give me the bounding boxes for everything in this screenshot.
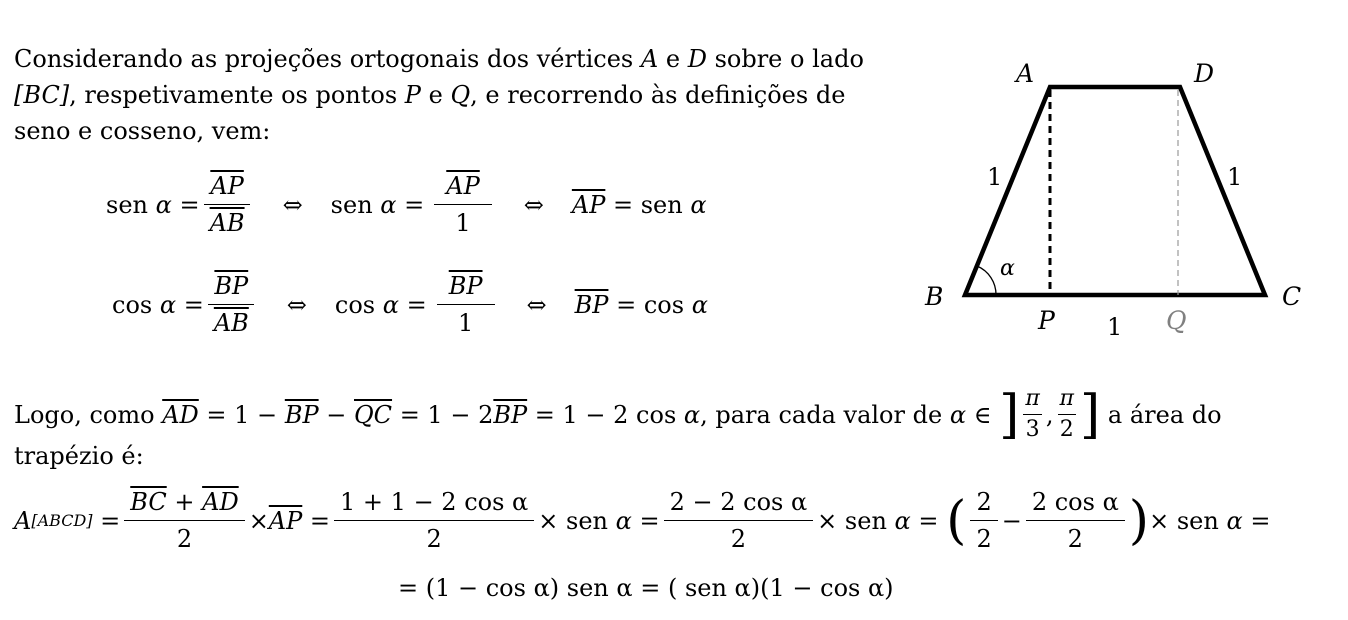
denominator: 1: [457, 309, 474, 337]
logo-line-2: [14, 438, 144, 474]
area-formula-line-2: [398, 574, 894, 602]
label-p: P: [1038, 306, 1055, 335]
iff: ⇔: [523, 190, 544, 219]
equals: =: [309, 506, 331, 535]
minus: −: [326, 400, 347, 429]
plus: +: [174, 488, 195, 516]
label-b: B: [925, 282, 944, 311]
fraction: [664, 488, 814, 553]
numerator: π: [1058, 388, 1076, 415]
iff: ⇔: [526, 290, 547, 319]
numerator: $\overline{BP}$: [437, 272, 495, 305]
iff: ⇔: [282, 190, 303, 219]
element-of: ∈: [973, 400, 992, 429]
numerator: $\overline{AP}$: [434, 172, 491, 205]
intro-paragraph: [14, 41, 894, 149]
fraction-pi-2: [1058, 388, 1076, 441]
fraction: [434, 172, 491, 237]
numerator: 2: [970, 488, 997, 521]
denominator: 2: [976, 525, 992, 553]
trapezoid-figure: [910, 50, 1320, 350]
label-alpha: α: [1000, 256, 1015, 281]
label-dc-length: 1: [1227, 163, 1243, 191]
numerator: 1 + 1 − 2 cos α: [334, 488, 534, 521]
times: ×: [817, 506, 838, 535]
iff: ⇔: [286, 290, 307, 319]
point-p: P: [404, 81, 421, 109]
fn-cos: cos: [334, 290, 376, 319]
numerator: 2 − 2 cos α: [664, 488, 814, 521]
times: ×: [248, 506, 269, 535]
equals: =: [616, 290, 637, 319]
alpha: α: [690, 190, 707, 219]
equals: =: [1250, 506, 1271, 535]
intro-text: sobre o lado: [714, 45, 864, 73]
fraction: [970, 488, 997, 553]
segment-bc: $\overline{BC}$: [130, 488, 167, 516]
logo-text: , para cada valor de: [700, 400, 943, 429]
segment-ad: $\overline{AD}$: [162, 400, 199, 429]
expr: = 1 − 2 cos: [534, 400, 677, 429]
times: ×: [538, 506, 559, 535]
left-paren: (: [946, 490, 967, 551]
angle-arc: [977, 266, 996, 295]
result-lhs: $\overline{AP}$: [571, 190, 606, 219]
result-lhs: $\overline{BP}$: [574, 290, 609, 319]
segment-bp: $\overline{BP}$: [493, 400, 528, 429]
segment-ap: $\overline{AP}$: [268, 506, 303, 535]
denominator: 3: [1025, 417, 1040, 442]
label-c: C: [1282, 282, 1302, 311]
numerator: $\overline{AP}$: [204, 172, 249, 205]
alpha: α: [691, 290, 708, 319]
area-subscript: [ABCD]: [31, 511, 93, 530]
times: ×: [1149, 506, 1170, 535]
segment-bp: $\overline{BP}$: [284, 400, 319, 429]
segment-bc: [BC]: [14, 81, 70, 109]
numerator: π: [1023, 388, 1041, 415]
label-ab-length: 1: [987, 163, 1003, 191]
intro-text: , e recorrendo às definições de: [470, 81, 846, 109]
denominator: AB: [213, 309, 249, 337]
equals: =: [179, 190, 200, 219]
logo-line: Logo, como $\overline{AD}$ = 1 − $\overline{BP}$ − $\overline{QC}$ = 1 − 2 $\overline{BP}$ = 1 − 2 cos α , para cada valor de α ∈ ] $\frac{\pi}{3}$ , $\frac{\pi}{2}$ ] a área do: [14, 384, 1222, 445]
alpha: α: [159, 290, 177, 319]
logo-text: trapézio é:: [14, 442, 144, 470]
right-paren: ): [1128, 490, 1150, 551]
alpha: α: [683, 400, 701, 429]
vertex-d: D: [687, 45, 707, 73]
denominator: 2: [1059, 417, 1074, 442]
logo-text: a área do: [1107, 400, 1222, 429]
fn-cos: cos: [112, 290, 153, 319]
fraction-pi-3: [1023, 388, 1041, 441]
equals: =: [100, 506, 121, 535]
equals: =: [406, 290, 427, 319]
fraction: [1026, 488, 1125, 553]
fraction: [334, 488, 534, 553]
area-symbol: A: [14, 506, 32, 535]
label-d: D: [1194, 59, 1215, 88]
alpha: α: [615, 506, 632, 535]
fraction: [124, 488, 244, 553]
vertex-a: A: [640, 45, 659, 73]
alpha: α: [1226, 506, 1243, 535]
segment-qc: $\overline{QC}$: [354, 400, 393, 429]
equals: =: [183, 290, 204, 319]
expr: = 1 − 2: [399, 400, 494, 429]
logo-text: Logo, como: [14, 400, 155, 429]
point-q: Q: [450, 81, 471, 109]
segment-ad: $\overline{AD}$: [202, 488, 239, 516]
equals: =: [404, 190, 425, 219]
numerator: [124, 488, 244, 521]
fn-sen: sen: [566, 506, 608, 535]
expr: = 1 −: [206, 400, 278, 429]
conj: e: [428, 81, 443, 109]
intro-text: seno e cosseno, vem:: [14, 117, 271, 145]
alpha: α: [380, 190, 397, 219]
numerator: $\overline{BP}$: [208, 272, 254, 305]
alpha: α: [949, 400, 967, 429]
sine-equation: [106, 172, 707, 237]
minus: −: [1001, 506, 1022, 535]
numerator: 2 cos α: [1026, 488, 1125, 521]
close-bracket: ]: [1079, 384, 1101, 445]
fn-sen: sen: [106, 190, 148, 219]
alpha: α: [382, 290, 399, 319]
denominator: AB: [209, 209, 245, 237]
fn-sen: sen: [1176, 506, 1219, 535]
denominator: 2: [730, 525, 747, 553]
denominator: 1: [455, 209, 471, 237]
cosine-equation: [112, 272, 708, 337]
fn-cos: cos: [643, 290, 685, 319]
equals: =: [918, 506, 939, 535]
intro-text: , respetivamente os pontos: [69, 81, 398, 109]
label-pq-length: 1: [1107, 313, 1123, 341]
intro-text: Considerando as projeções ortogonais dos vértices: [14, 45, 634, 73]
fraction: [437, 272, 495, 337]
alpha: α: [155, 190, 172, 219]
open-bracket: ]: [999, 384, 1020, 445]
area-formula: [14, 488, 1270, 553]
area-result: = (1 − cos α) sen α = ( sen α)(1 − cos α): [398, 574, 894, 602]
equals: =: [639, 506, 660, 535]
fraction: [208, 272, 255, 337]
fn-sen: sen: [844, 506, 887, 535]
equals: =: [612, 190, 634, 219]
denominator: 2: [176, 525, 193, 553]
conj: e: [665, 45, 681, 73]
denominator: 2: [426, 525, 442, 553]
label-q: Q: [1166, 306, 1187, 335]
fn-sen: sen: [640, 190, 683, 219]
denominator: 2: [1067, 525, 1083, 553]
label-a: A: [1016, 59, 1035, 88]
fn-sen: sen: [330, 190, 373, 219]
fraction: [204, 172, 251, 237]
alpha: α: [894, 506, 911, 535]
